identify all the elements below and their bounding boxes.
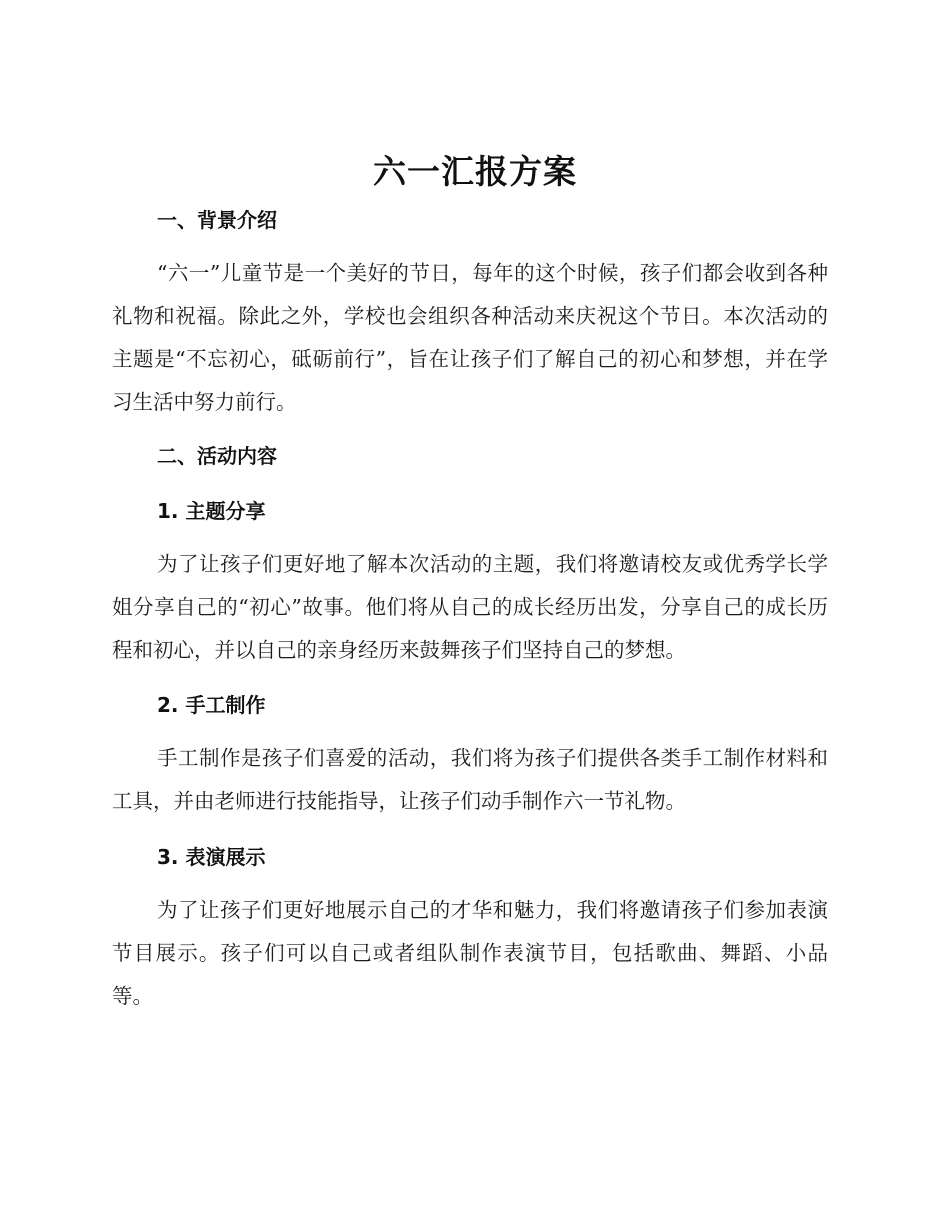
section-heading-background: 一、背景介绍: [157, 208, 277, 232]
subsection-heading-handicraft: 2. 手工制作: [157, 693, 266, 717]
section-heading-activities: 二、活动内容: [157, 444, 277, 468]
subsection-heading-theme-sharing: 1. 主题分享: [157, 499, 266, 523]
paragraph-theme-sharing: 为了让孩子们更好地了解本次活动的主题，我们将邀请校友或优秀学长学姐分享自己的“初心”故事。他们将从自己的成长经历出发，分享自己的成长历程和初心，并以自己的亲身经历来鼓舞孩子们坚持自己的梦想。: [112, 552, 828, 662]
document-title: 六一汇报方案: [373, 152, 577, 191]
paragraph-handicraft: 手工制作是孩子们喜爱的活动，我们将为孩子们提供各类手工制作材料和工具，并由老师进行技能指导，让孩子们动手制作六一节礼物。: [112, 746, 828, 813]
paragraph-performance: 为了让孩子们更好地展示自己的才华和魅力，我们将邀请孩子们参加表演节目展示。孩子们可以自己或者组队制作表演节目，包括歌曲、舞蹈、小品等。: [112, 898, 828, 1008]
paragraph-background: “六一”儿童节是一个美好的节日，每年的这个时候，孩子们都会收到各种礼物和祝福。除此之外，学校也会组织各种活动来庆祝这个节日。本次活动的主题是“不忘初心，砥砺前行”，旨在让孩子们了解自己的初心和梦想，并在学习生活中努力前行。: [112, 261, 828, 414]
subsection-heading-performance: 3. 表演展示: [157, 845, 266, 869]
